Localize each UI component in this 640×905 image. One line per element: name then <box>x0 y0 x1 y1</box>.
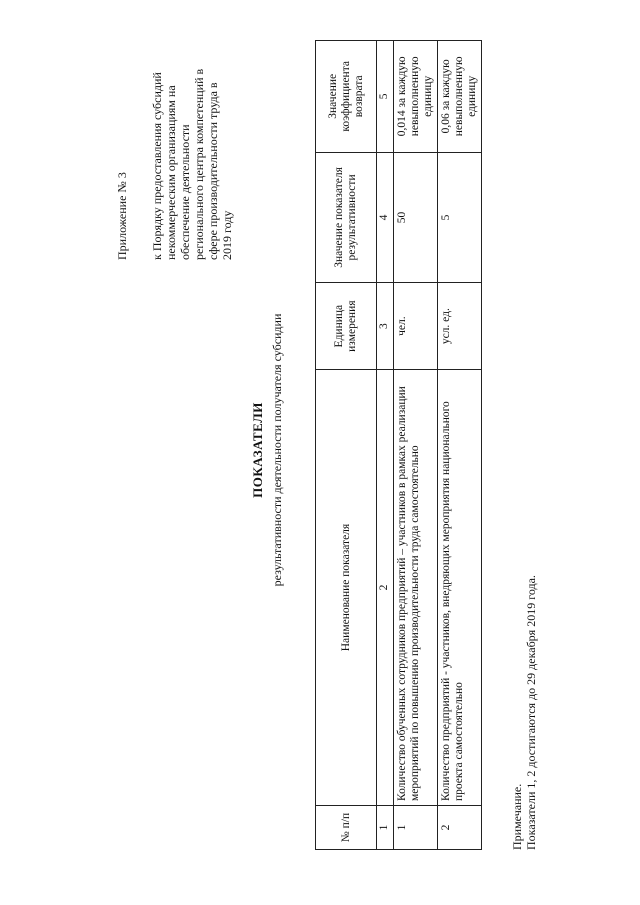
rotated-sheet <box>20 20 620 880</box>
note-label: Примечание. <box>510 783 524 850</box>
order-line: некоммерческим организациям на <box>164 85 178 260</box>
appendix-number: Приложение № 3 <box>115 172 129 260</box>
header-coefficient: Значение коэффициента возврата <box>316 41 377 153</box>
table-row <box>394 41 438 850</box>
table-header-row <box>316 41 377 850</box>
column-number: 3 <box>377 283 394 370</box>
note-block <box>510 575 538 850</box>
row-num: 1 <box>394 806 438 850</box>
order-line: регионального центра компетенций в <box>192 68 206 260</box>
column-number: 5 <box>377 41 394 153</box>
order-line: 2019 году <box>220 210 234 260</box>
column-number-row <box>377 41 394 850</box>
table-row <box>438 41 482 850</box>
order-line: к Порядку предоставления субсидий <box>150 72 164 260</box>
document-subtitle: результативности деятельности получателя субсидии <box>270 313 284 587</box>
document-title: ПОКАЗАТЕЛИ <box>250 402 265 498</box>
column-number: 1 <box>377 806 394 850</box>
row-name: Количество обученных сотрудников предприятий – участников в рамках реализации мероприятий по повышению производительности труда самостоятельно <box>394 370 438 806</box>
row-value: 5 <box>438 152 482 283</box>
header-value: Значение показателя результативности <box>316 152 377 283</box>
row-unit: усл. ед. <box>438 283 482 370</box>
order-reference <box>150 30 234 260</box>
order-line: обеспечение деятельности <box>178 124 192 260</box>
row-coefficient: 0,014 за каждую невыполненную единицу <box>394 41 438 153</box>
row-coefficient: 0,06 за каждую невыполненную единицу <box>438 41 482 153</box>
row-name: Количество предприятий - участников, внедряющих мероприятия национального проекта самостоятельно <box>438 370 482 806</box>
header-name: Наименование показателя <box>316 370 377 806</box>
column-number: 2 <box>377 370 394 806</box>
note-text: Показатели 1, 2 достигаются до 29 декабря 2019 года. <box>524 575 538 850</box>
header-unit: Единица измерения <box>316 283 377 370</box>
indicators-table <box>315 40 482 850</box>
row-num: 2 <box>438 806 482 850</box>
row-value: 50 <box>394 152 438 283</box>
row-unit: чел. <box>394 283 438 370</box>
header-num: № п/п <box>316 806 377 850</box>
order-line: сфере производительности труда в <box>206 82 220 260</box>
column-number: 4 <box>377 152 394 283</box>
